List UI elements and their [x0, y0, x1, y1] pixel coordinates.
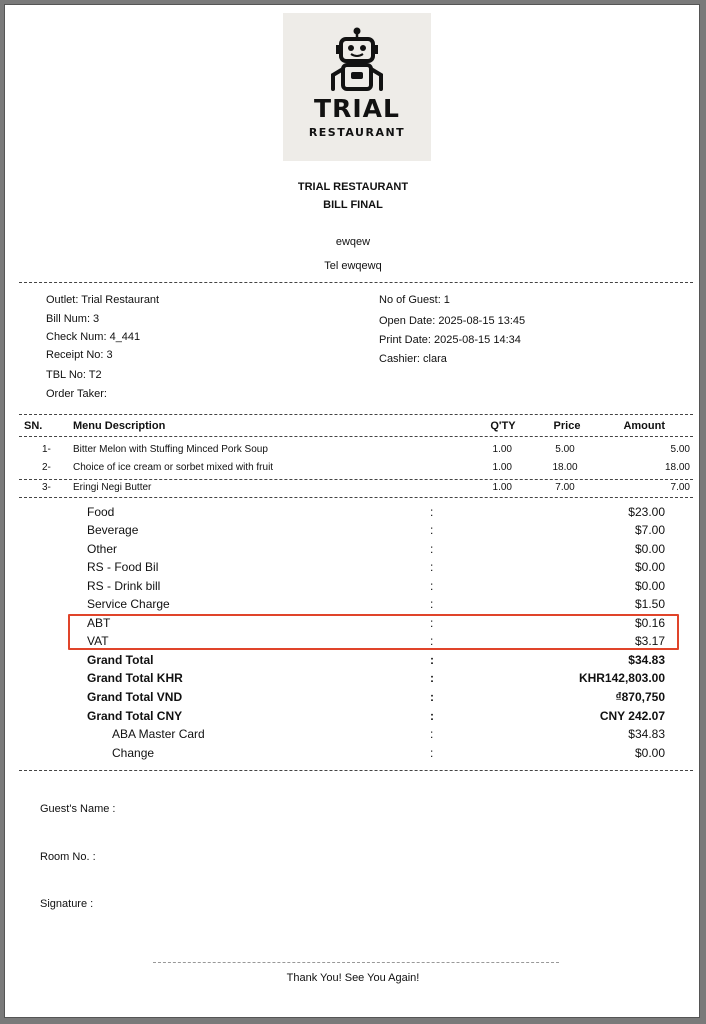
signature-field: Signature :	[40, 898, 94, 910]
telephone: Tel ewqewq	[324, 260, 382, 272]
change-label: Change	[112, 746, 155, 760]
item-amount: 18.00	[664, 462, 690, 473]
grand-total-cny-label: Grand Total CNY	[87, 709, 183, 723]
item-sn: 1-	[42, 444, 51, 455]
room-no-field: Room No. :	[40, 851, 96, 863]
summary-label: ABT	[87, 616, 111, 630]
payment-method-label: ABA Master Card	[112, 727, 205, 741]
print-date: Print Date: 2025-08-15 14:34	[379, 334, 521, 346]
item-price: 18.00	[552, 462, 578, 473]
bill-type: BILL FINAL	[323, 199, 383, 211]
summary-sep: :	[430, 560, 434, 574]
tax-highlight-box	[68, 614, 679, 650]
col-header-amount: Amount	[623, 420, 665, 432]
summary-value: $23.00	[628, 505, 665, 519]
thank-you-message: Thank You! See You Again!	[286, 972, 420, 984]
summary-value: $0.00	[634, 560, 665, 574]
summary-label: RS - Drink bill	[87, 579, 161, 593]
outlet: Outlet: Trial Restaurant	[46, 294, 160, 306]
summary-sep: :	[430, 709, 434, 723]
grand-total-label: Grand Total	[87, 653, 154, 667]
table-no: TBL No: T2	[46, 369, 102, 381]
payment-method-value: $34.83	[628, 727, 665, 741]
logo-title: TRIAL	[314, 94, 400, 123]
summary-value: $0.00	[634, 542, 665, 556]
divider	[153, 962, 559, 963]
divider	[19, 497, 693, 498]
item-desc: Choice of ice cream or sorbet mixed with fruit	[73, 462, 274, 473]
receipt-page	[4, 4, 700, 1018]
summary-sep: :	[430, 746, 434, 760]
grand-total-vnd-value: ₫870,750	[615, 690, 665, 704]
item-qty: 1.00	[492, 482, 512, 493]
check-num: Check Num: 4_441	[46, 331, 141, 343]
col-header-desc: Menu Description	[73, 420, 166, 432]
summary-sep: :	[430, 727, 434, 741]
summary-label: Service Charge	[87, 597, 170, 611]
address: ewqew	[335, 236, 371, 248]
divider	[19, 770, 693, 771]
item-price: 7.00	[555, 482, 575, 493]
grand-total-khr-value: KHR142,803.00	[578, 671, 665, 685]
summary-value: $0.16	[634, 616, 665, 630]
summary-sep: :	[430, 653, 434, 667]
change-value: $0.00	[634, 746, 665, 760]
open-date: Open Date: 2025-08-15 13:45	[379, 315, 526, 327]
summary-sep: :	[430, 634, 434, 648]
item-amount: 7.00	[670, 482, 690, 493]
receipt-no: Receipt No: 3	[46, 349, 113, 361]
summary-sep: :	[430, 690, 434, 704]
restaurant-name: TRIAL RESTAURANT	[297, 181, 409, 193]
divider	[19, 479, 693, 480]
summary-sep: :	[430, 616, 434, 630]
summary-sep: :	[430, 597, 434, 611]
item-amount: 5.00	[670, 444, 690, 455]
col-header-qty: Q'TY	[490, 420, 516, 432]
item-desc: Eringi Negi Butter	[73, 482, 152, 493]
summary-sep: :	[430, 523, 434, 537]
summary-sep: :	[430, 671, 434, 685]
item-qty: 1.00	[492, 462, 512, 473]
grand-total-cny-value: CNY 242.07	[599, 709, 665, 723]
grand-total-value: $34.83	[628, 653, 665, 667]
order-taker: Order Taker:	[46, 388, 107, 400]
summary-value: $3.17	[634, 634, 665, 648]
summary-label: Food	[87, 505, 115, 519]
summary-label: VAT	[87, 634, 109, 648]
summary-sep: :	[430, 505, 434, 519]
divider	[19, 282, 693, 283]
summary-sep: :	[430, 579, 434, 593]
guest-name-field: Guest's Name :	[40, 803, 116, 815]
item-price: 5.00	[555, 444, 575, 455]
grand-total-vnd-label: Grand Total VND	[87, 690, 183, 704]
col-header-price: Price	[553, 420, 581, 432]
guest-count: No of Guest: 1	[379, 294, 450, 306]
summary-value: $1.50	[634, 597, 665, 611]
item-desc: Bitter Melon with Stuffing Minced Pork Soup	[73, 444, 268, 455]
summary-value: $7.00	[634, 523, 665, 537]
grand-total-khr-label: Grand Total KHR	[87, 671, 183, 685]
cashier: Cashier: clara	[379, 353, 447, 365]
summary-label: Beverage	[87, 523, 139, 537]
bill-num: Bill Num: 3	[46, 313, 100, 325]
summary-sep: :	[430, 542, 434, 556]
logo-subtitle: RESTAURANT	[308, 126, 406, 139]
summary-label: RS - Food Bil	[87, 560, 159, 574]
col-header-sn: SN.	[24, 420, 43, 432]
summary-value: $0.00	[634, 579, 665, 593]
item-sn: 2-	[42, 462, 51, 473]
divider	[19, 436, 693, 437]
restaurant-logo	[283, 13, 431, 161]
summary-label: Other	[87, 542, 118, 556]
item-sn: 3-	[42, 482, 51, 493]
robot-icon	[321, 27, 393, 97]
item-qty: 1.00	[492, 444, 512, 455]
divider	[19, 414, 693, 415]
